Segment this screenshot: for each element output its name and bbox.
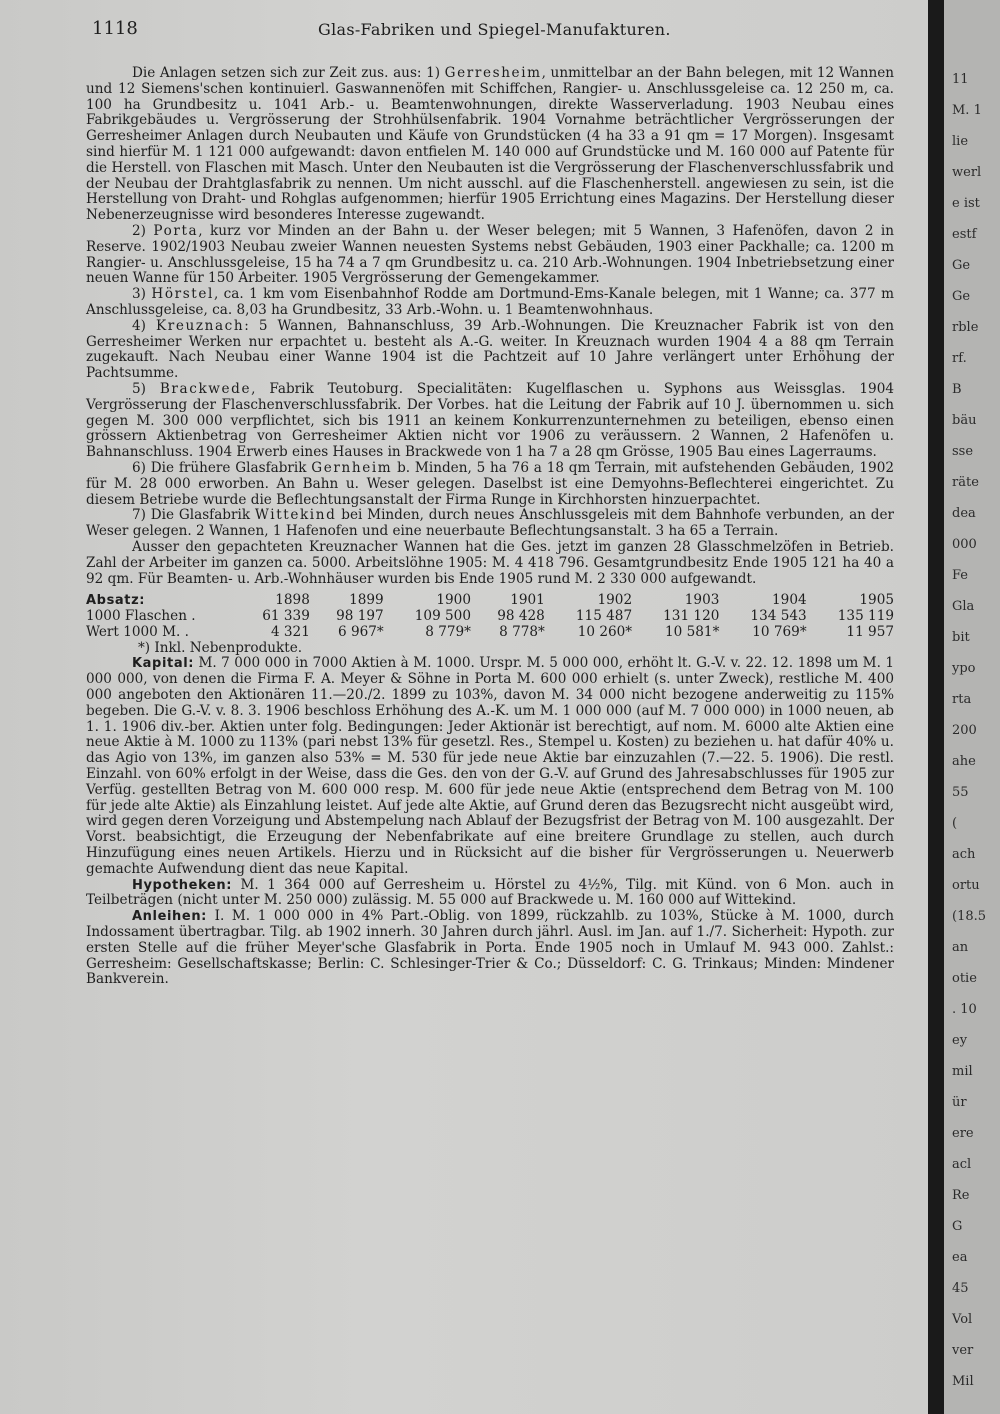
anleihen-label: Anleihen: [132, 909, 207, 925]
adjacent-page-fragment: . 10 [952, 1002, 977, 1017]
absatz-label [86, 593, 236, 609]
table-cell: 115 487 [575, 608, 633, 625]
site-text: b. Minden, 5 ha 76 a 18 qm Terrain, mit aufstehenden Gebäuden, 1902 für M. 28 000 erworben. An Bahn u. Weser gelegen. Daselbst ist eine Demyohns-Beflechterei eingerichtet. Zu diesem Betriebe wurde die Beflechtungsanstalt der Firma Runge in Kirchhorsten hinzuerpachtet. [86, 459, 894, 508]
adjacent-page-fragment: 200 [952, 723, 977, 738]
table-cell: 61 339 [262, 608, 310, 625]
site-number: 3) [132, 286, 146, 303]
site-paragraph-kreuznach [86, 319, 894, 382]
row-label: Wert 1000 M. . [86, 623, 189, 640]
adjacent-page-fragment: lie [952, 134, 969, 149]
adjacent-page-fragment: B [952, 382, 962, 397]
site-number: 4) [132, 317, 146, 334]
adjacent-page-fragment: estf [952, 227, 977, 242]
site-number: 2) [132, 222, 146, 239]
adjacent-page-fragment: ortu [952, 878, 980, 893]
adjacent-page-fragment: rf. [952, 351, 967, 366]
site-name-kreuznach: Kreuznach [155, 317, 245, 334]
table-cell: 10 769* [752, 623, 807, 640]
table-cell: 10 581* [665, 623, 720, 640]
site-text: : 5 Wannen, Bahnanschluss, 39 Arb.-Wohnungen. Die Kreuznacher Fabrik ist von den Gerresheimer Werken nur erpachtet u. besteht als A.-G. weiter. In Kreuznach wurden 1904 4 a 88 qm Terrain zugekauft. Nach Neubau einer Wanne 1904 ist die Pachtzeit auf 10 Jahre verlängert unter Erhöhung der Pachtsumme. [86, 317, 894, 382]
absatz-label-text: Absatz: [86, 593, 146, 609]
adjacent-page-fragment: Mil [952, 1374, 974, 1389]
hypotheken-label: Hypotheken: [132, 877, 233, 893]
table-cell: 4 321 [270, 623, 310, 640]
year-cell: 1902 [597, 592, 633, 609]
site-name-brackwede: Brackwede [159, 380, 252, 397]
table-cell: 8 779* [425, 623, 471, 640]
intro-text: , unmittelbar an der Bahn belegen, mit 12 Wannen und 12 Siemens'schen kontinuierl. Gaswannenöfen mit Schiffchen, Rangier- u. Anschlussgeleise ca. 12 250 m, ca. 100 ha Grundbesitz u. 1041 Arb.- u. Beamtenwohnungen, direkte Wasserverladung. 1903 Neubau eines Fabrikgebäudes u. Vergrösserung der Strohhülsenfabrik. 1904 Vornahme beträchtlicher Vergrösserungen der Gerresheimer Anlagen durch Neubauten und Käufe von Grundstücken (4 ha 33 a 91 qm = 17 Morgen). Insgesamt sind hierfür M. 1 121 000 aufgewandt: davon entfielen M. 140 000 auf Grundstücke und M. 160 000 auf Patente für die Herstell. von Flaschen mit Masch. Unter den Neubauten ist die Vergrösserung der Flaschenverschlussfabrik und der Neubau der Drahtglasfabrik zu nennen. Um nicht ausschl. auf die Flaschenherstell. angewiesen zu sein, ist die Herstellung von Draht- und Rohglas aufgenommen; hierfür 1905 Errichtung eines Magazins. Der Herstellung dieser Nebenerzeugnisse wird besonderes Interesse zugewandt. [86, 65, 895, 224]
kapital-label: Kapital: [132, 656, 195, 672]
adjacent-page-fragment: werl [952, 165, 982, 180]
year-cell: 1900 [436, 592, 471, 609]
adjacent-page-fragment: Vol [952, 1312, 973, 1327]
site-name-wittekind: Wittekind [254, 507, 337, 524]
site-number: 7) [132, 507, 146, 524]
hypotheken-text: M. 1 364 000 auf Gerresheim u. Hörstel zu 4½%, Tilg. mit Künd. von 6 Mon. auch in Teilbeträgen (nicht unter M. 250 000) zulässig. M. 55 000 auf Brackwede u. M. 160 000 auf Wittekind. [86, 876, 894, 909]
absatz-footnote: *) Inkl. Nebenprodukte. [138, 639, 303, 656]
book-gutter [928, 0, 944, 1414]
absatz-table [86, 593, 894, 640]
adjacent-page-fragment: rta [952, 692, 972, 707]
table-row [86, 609, 894, 625]
site-number: 6) [132, 459, 146, 476]
year-cell: 1899 [349, 592, 384, 609]
kapital-text: M. 7 000 000 in 7000 Aktien à M. 1000. Urspr. M. 5 000 000, erhöht lt. G.-V. v. 22. 12. 1898 um M. 1 000 000, von denen die Firma F. A. Meyer & Söhne in Porta M. 600 000 erhielt (s. unter Zweck), restliche M. 400 000 angeboten den Aktionären 11.—20./2. 1899 zu 103%, davon M. 34 000 nicht bezogene anderweitig zu 115% begeben. Die G.-V. v. 8. 3. 1906 beschloss Erhöhung des A.-K. um M. 1 000 000 (auf M. 7 000 000) in 1000 neuen, ab 1. 1. 1906 div.-ber. Aktien unter folg. Bedingungen: Jeder Aktionär ist berechtigt, auf nom. M. 6000 alte Aktien eine neue Aktie à M. 1000 zu 113% (pari nebst 13% für gesetzl. Res., Stempel u. Kosten) zu beziehen u. hat dafür 40% u. das Agio von 13%, im ganzen also 53% = M. 530 für jede neue Aktie bar einzuzahlen (7.—22. 5. 1906). Die restl. Einzahl. von 60% erfolgt in der Weise, dass die Ges. den von der G.-V. auf Grund des Jahresabschlusses für 1905 zur Verfüg. gestellten Betrag von M. 600 000 resp. M. 600 für jede neue Aktie (entsprechend dem Betrag von M. 100 für jede alte Aktie) als Einzahlung leistet. Auf jede alte Aktie, auf Grund deren das Bezugsrecht nicht ausgeübt wird, wird gegen deren Vorzeigung und Abstempelung nach Ablauf der Bezugsfrist der Betrag von M. 100 ausgezahlt. Der Vorst. beabsichtigt, die Erzeugung der Nebenfabrikate auf eine breitere Grundlage zu stellen, auch durch Hinzufügung eines neuen Artikels. Hierzu und in Rücksicht auf die bisher für Vergrösserungen u. Neuerwerb gemachte Aufwendung dient das neue Kapital. [86, 655, 894, 877]
row-label: 1000 Flaschen . [86, 608, 196, 625]
site-name-gerresheim: Gerresheim [444, 65, 542, 81]
table-cell: 131 120 [663, 608, 720, 625]
adjacent-page-fragment: dea [952, 506, 976, 521]
year-cell: 1898 [275, 592, 310, 609]
adjacent-page-fragment: ey [952, 1033, 968, 1048]
site-text: , ca. 1 km vom Eisenbahnhof Rodde am Dortmund-Ems-Kanale belegen, mit 1 Wanne; ca. 377 m Anschlussgeleise, ca. 8,03 ha Grundbesitz, 33 Arb.-Wohn. u. 1 Beamtenwohnhaus. [86, 286, 894, 318]
adjacent-page-fragment: ahe [952, 754, 976, 769]
kapital-paragraph [86, 656, 894, 877]
absatz-table-section [86, 593, 894, 656]
intro-lead: Die Anlagen setzen sich zur Zeit zus. aus: 1) [132, 65, 441, 81]
absatz-header-row [86, 593, 894, 609]
adjacent-page-fragment: räte [952, 475, 979, 490]
adjacent-page-fragment: mil [952, 1064, 973, 1079]
site-paragraph-wittekind [86, 508, 894, 540]
site-text: , kurz vor Minden an der Bahn u. der Weser belegen; mit 5 Wannen, 3 Hafenöfen, davon 2 in Reserve. 1902/1903 Neubau zweier Wannen neuesten Systems nebst Gebäuden, 1903 einer Packhalle; ca. 1200 m Rangier- u. Anschlussgeleise, 15 ha 74 a 7 qm Grundbesitz u. ca. 210 Arb.-Wohnungen. 1904 Inbetriebsetzung einer neuen Wanne für 150 Arbeiter. 1905 Vergrösserung der Gemengekammer. [86, 222, 895, 287]
table-cell: 134 543 [750, 608, 807, 625]
adjacent-page-fragment: e ist [952, 196, 980, 211]
adjacent-page-fragment: bäu [952, 413, 977, 428]
year-cell: 1903 [684, 592, 720, 609]
year-cell: 1904 [772, 592, 807, 609]
adjacent-page-fragment: 55 [952, 785, 969, 800]
adjacent-page-fragment: 000 [952, 537, 977, 552]
site-name-hoerstel: Hörstel [151, 286, 214, 303]
adjacent-page-fragment: 11 [952, 72, 969, 87]
site-paragraph-porta [86, 224, 894, 287]
adjacent-page-fragment: ( [952, 816, 958, 831]
adjacent-page-fragment: ver [952, 1343, 974, 1358]
table-cell: 135 119 [837, 608, 894, 625]
adjacent-page-fragment: sse [952, 444, 974, 459]
adjacent-page-fragment: M. 1 [952, 103, 982, 118]
site-name-porta: Porta [153, 222, 199, 239]
site-number: 5) [132, 380, 146, 397]
table-cell: 6 967* [338, 623, 384, 640]
adjacent-page-fragment: Re [952, 1188, 970, 1203]
adjacent-page-fragment: ür [952, 1095, 967, 1110]
adjacent-page-edge [944, 0, 1000, 1414]
adjacent-page-fragment: Ge [952, 289, 971, 304]
adjacent-page-fragment: ach [952, 847, 976, 862]
hypotheken-paragraph [86, 878, 894, 910]
year-cell: 1901 [510, 592, 545, 609]
summary-paragraph: Ausser den gepachteten Kreuznacher Wannen hat die Ges. jetzt im ganzen 28 Glasschmelzöfen in Betrieb. Zahl der Arbeiter im ganzen ca. 5000. Arbeitslöhne 1905: M. 4 418 796. Gesamtgrundbesitz Ende 1905 121 ha 40 a 92 qm. Für Beamten- u. Arb.-Wohnhäuser wurden bis Ende 1905 rund M. 2 330 000 aufgewandt. [86, 538, 894, 587]
table-cell: 11 957 [846, 623, 894, 640]
site-name-gernheim: Gernheim [311, 459, 393, 476]
anleihen-text: I. M. 1 000 000 in 4% Part.-Oblig. von 1899, rückzahlb. zu 103%, Stücke à M. 1000, durch Indossament übertragbar. Tilg. ab 1902 innerh. 30 Jahren durch jährl. Ausl. im Jan. auf 1./7. Sicherheit: Hypoth. zur ersten Stelle auf die früher Meyer'sche Glasfabrik in Porta. Ende 1905 noch in Umlauf M. 943 000. Zahlst.: Gerresheim: Gesellschaftskasse; Berlin: C. Schlesinger-Trier & Co.; Düsseldorf: C. G. Trinkaus; Minden: Mindener Bankverein. [86, 908, 894, 988]
adjacent-page-fragment: ypo [952, 661, 976, 676]
adjacent-page-fragment: Gla [952, 599, 975, 614]
adjacent-page-fragment: ere [952, 1126, 974, 1141]
site-text: , Fabrik Teutoburg. Specialitäten: Kugelflaschen u. Syphons aus Weissglas. 1904 Vergrösserung der Flaschenverschlussfabrik. Der Vorbes. hat die Leitung der Fabrik auf 10 J. übernommen u. sich gegen M. 300 000 verpflichtet, sich bis 1911 an keinem Konkurrenzunternehmen zu beteiligen, ebenso einen grössern Aktienbetrag von Gerresheimer Aktien nicht vor 1906 zu veräussern. 2 Wannen, 2 Hafenöfen u. Bahnanschluss. 1904 Erwerb eines Hauses in Brackwede von 1 ha 7 a 28 qm Grösse, 1905 Bau eines Lagerraums. [86, 380, 894, 461]
anleihen-paragraph [86, 909, 894, 988]
adjacent-page-fragment: Fe [952, 568, 969, 583]
adjacent-page-fragment: Ge [952, 258, 971, 273]
site-paragraph-brackwede [86, 382, 894, 461]
site-prefix: Die Glasfabrik [150, 507, 255, 524]
adjacent-page-fragment: G [952, 1219, 963, 1234]
adjacent-page-fragment: (18.5 [952, 909, 987, 924]
adjacent-page-fragment: rble [952, 320, 979, 335]
page-body [86, 66, 894, 988]
page-header [92, 18, 892, 42]
table-cell: 98 428 [497, 608, 545, 625]
adjacent-page-fragment: acl [952, 1157, 972, 1172]
table-row [86, 625, 894, 641]
table-cell: 98 197 [336, 608, 384, 625]
page-number: 1118 [92, 18, 138, 39]
year-cell: 1905 [859, 592, 894, 609]
adjacent-page-fragment: 45 [952, 1281, 969, 1296]
table-cell: 8 778* [499, 623, 545, 640]
adjacent-page-fragment: bit [952, 630, 970, 645]
adjacent-page-fragment: an [952, 940, 969, 955]
site-paragraph-gernheim: 6) Die frühere Glasfabrik Gernheim b. Minden, 5 ha 76 a 18 qm Terrain, mit aufstehenden Gebäuden, 1902 für M. 28 000 erworben. An Bahn u. Weser gelegen. Daselbst ist eine Demyohns-Beflechterei eingerichtet. Zu diesem Betriebe wurde die Beflechtungsanstalt der Firma Runge in Kirchhorsten hinzuerpachtet. [86, 459, 894, 508]
adjacent-page-fragment: ea [952, 1250, 968, 1265]
table-cell: 10 260* [577, 623, 633, 640]
intro-paragraph [86, 66, 894, 224]
site-text: bei Minden, durch neues Anschlussgeleis mit dem Bahnhofe verbunden, an der Weser gelegen. 2 Wannen, 1 Hafenofen und eine neuerbaute Beflechtungsanstalt. 3 ha 65 a Terrain. [86, 507, 894, 540]
running-title: Glas-Fabriken und Spiegel-Manufakturen. [318, 20, 671, 39]
site-paragraph-hoerstel [86, 287, 894, 319]
adjacent-page-fragment: otie [952, 971, 977, 986]
table-cell: 109 500 [414, 608, 471, 625]
